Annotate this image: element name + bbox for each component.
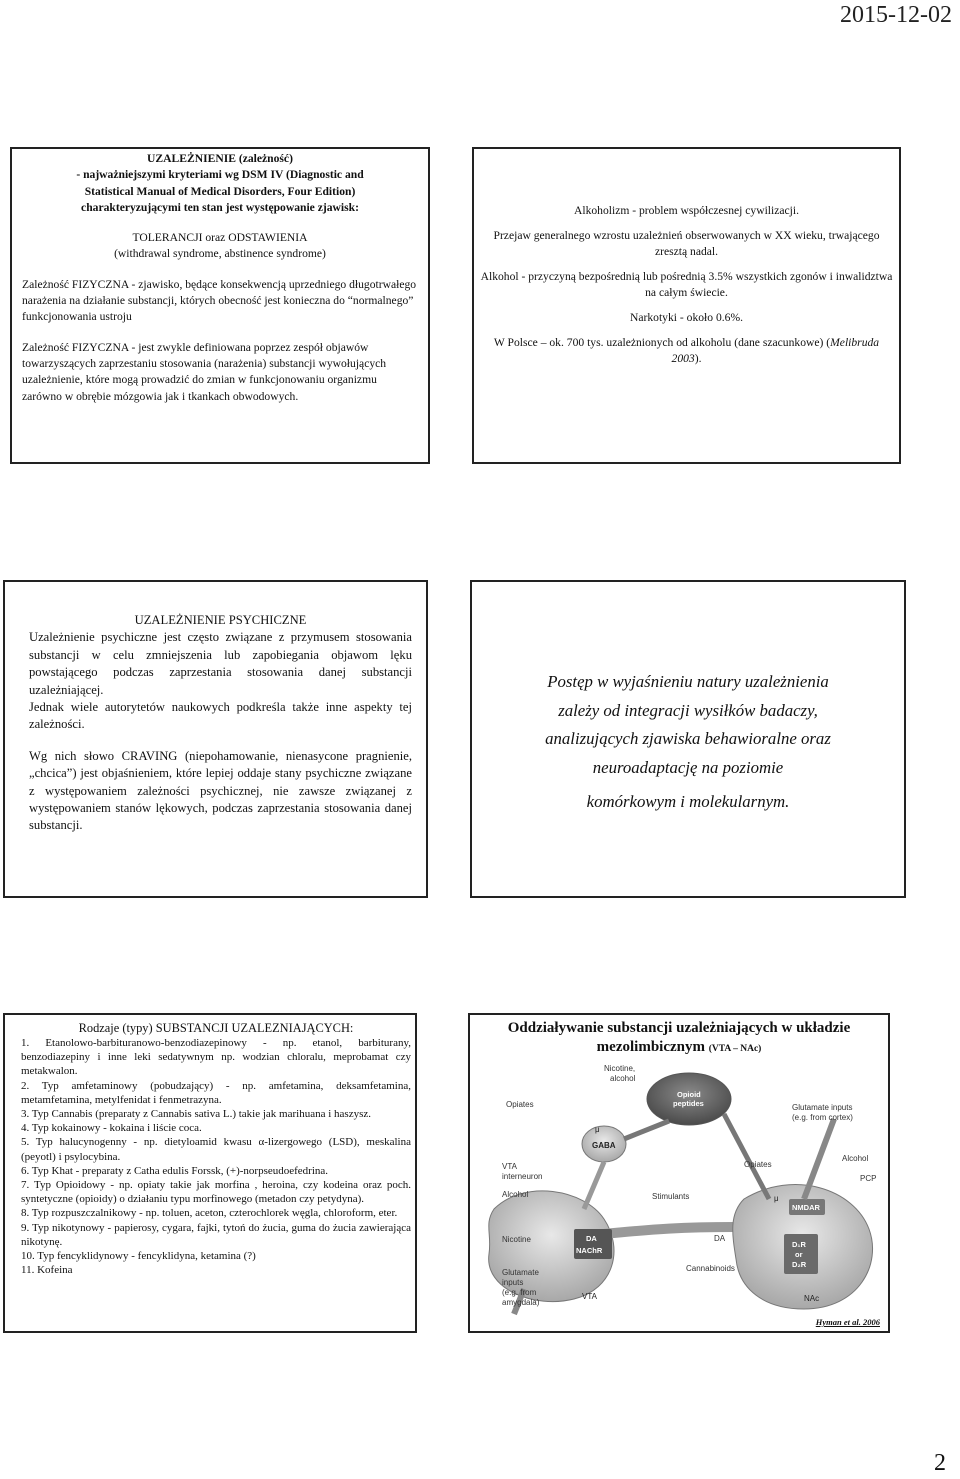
paragraph: Zależność FIZYCZNA - zjawisko, będące konsekwencją uprzedniego długotrwałego narażenia na działanie substancji, których obecność jest konieczna do “normalnego” funkcjonowania ustroju [22, 277, 417, 324]
cortex-input [804, 1119, 834, 1199]
text-line: komórkowym i molekularnym. [586, 792, 790, 811]
label-vta-interneuron: VTA [502, 1162, 517, 1171]
label-glutamate-cortex: Glutamate inputs [792, 1103, 853, 1112]
label-gaba: GABA [592, 1141, 616, 1150]
label-vta-interneuron-2: interneuron [502, 1172, 543, 1181]
slide-title: UZALEŻNIENIE (zależność) [147, 152, 293, 165]
slide-alcoholism [472, 147, 901, 464]
list-item: 10. Typ fencyklidynowy - fencyklidyna, ketamina (?) [21, 1250, 256, 1263]
intro-line: Statistical Manual of Medical Disorders, Four Edition) [84, 184, 356, 198]
label-nac: NAc [804, 1294, 820, 1303]
subtitle: (withdrawal syndrome, abstinence syndrome) [114, 247, 326, 261]
process [624, 1121, 669, 1139]
list-item: 7. Typ Opioidowy - np. opiaty takie jak morfina , heroina, czy kodeina oraz poch. syntetyczne (opioidy) o działaniu typu morfinowego (metadon czy petydyna). [21, 1179, 411, 1206]
slide-mesolimbic-diagram [468, 1013, 890, 1333]
text-line: Przejaw generalnego wzrostu uzależnień obserwowanych w XX wieku, trwającego zresztą nadal. [493, 229, 880, 258]
label-nmdar: NMDAR [792, 1203, 820, 1212]
slide-title: Rodzaje (typy) SUBSTANCJI UZALEZNIAJĄCYCH: [78, 1021, 354, 1035]
paragraph: Jednak wiele autorytetów naukowych podkreśla także inne aspekty tej zależności. [29, 700, 412, 732]
text-line: zależy od integracji wysiłków badaczy, [558, 700, 818, 720]
mesolimbic-diagram [474, 1059, 886, 1323]
label-nachr: NAChR [576, 1246, 603, 1255]
text-line: analizujących zjawiska behawioralne oraz [545, 729, 831, 748]
page-number: 2 [934, 1450, 946, 1476]
list-item: 5. Typ halucynogenny - np. dietyloamid kwasu α-lizergowego (LSD), meskalina (peyotl) i psylocybina. [21, 1136, 411, 1163]
label-da-2: DA [714, 1234, 726, 1243]
text-line: Alkohol - przyczyną bezpośrednią lub pośrednią 3.5% wszystkich zgonów i inwalidztwa na całym świecie. [480, 270, 893, 299]
citation: Melibruda 2003 [671, 336, 880, 365]
title-text: Oddziaływanie substancji uzależniających w układzie mezolimbicznym [507, 1020, 851, 1055]
list-item: 3. Typ Cannabis (preparaty z Cannabis sativa L.) takie jak marihuana i haszysz. [21, 1108, 371, 1121]
list-item: 2. Typ amfetaminowy (pobudzający) - np. amfetamina, deksamfetamina, metamfetamina, metylfenidat i fenmetrazyna. [21, 1079, 411, 1106]
label-da: DA [586, 1234, 597, 1243]
label-d2r: D₂R [792, 1260, 807, 1269]
intro-line: - najważniejszymi kryteriami wg DSM IV (Diagnostic and [76, 168, 364, 182]
label-cannabinoids: Cannabinoids [686, 1264, 735, 1273]
text-line: Narkotyki - około 0.6%. [629, 311, 744, 324]
label-d1r: D₁R [792, 1240, 806, 1249]
label-pcp: PCP [860, 1174, 877, 1183]
paragraph: Uzależnienie psychiczne jest często związane z przymusem stosowania substancji w celu zmniejszenia lub zapobiegania objawom lęku powstającego podczas zaprzestania stosowania danej substancji uzależniającej. [29, 630, 412, 697]
label-nicotine: Nicotine, [604, 1064, 636, 1073]
intro-line: charakteryzującymi ten stan jest występowanie zjawisk: [81, 200, 359, 214]
label-nicotine-2: Nicotine [502, 1235, 531, 1244]
text-fragment: W Polsce – ok. 700 tys. uzależnionych od alkoholu (dane szacunkowe) ( [493, 336, 831, 349]
paragraph: Wg nich słowo CRAVING (niepohamowanie, nienasycone pragnienie, „chcica”) jest objaśnieniem, które lepiej oddaje stany psychiczne związane z występowaniem zależności psychicznej, nie zawsze związanej z występowaniem stanów lękowych, podczas zaprzestania stosowania danej substancji. [29, 748, 412, 833]
text-line: Postęp w wyjaśnieniu natury uzależnienia [547, 672, 829, 691]
label-peptides: peptides [673, 1099, 704, 1108]
subtitle: TOLERANCJI oraz ODSTAWIENIA [132, 231, 308, 245]
list-item: 9. Typ nikotynowy - papierosy, cygara, fajki, tytoń do żucia, guma do żucia zawierająca nikotynę. [21, 1221, 411, 1248]
text-line: Alkoholizm - problem współczesnej cywilizacji. [573, 204, 800, 217]
diagram-credit: Hyman et al. 2006 [815, 1317, 880, 1327]
label-alcohol-left: Alcohol [502, 1190, 529, 1199]
label-glutamate-amygdala-3: (e.g. from [502, 1288, 537, 1297]
slide-psychological-dependence [3, 580, 428, 898]
list-item: 4. Typ kokainowy - kokaina i liście coca. [21, 1122, 202, 1135]
paragraph: Zależność FIZYCZNA - jest zwykle definiowana poprzez zespół objawów towarzyszących zaprzestaniu stosowania (narażenia) substancji wywołujących uzależnienie, które mogą prowadzić do zmian w funkcjonowaniu organizmu zarówno w obrębie mózgowia jak i tkankach obwodowych. [22, 340, 387, 403]
title-small: (VTA – NAc) [708, 1044, 762, 1054]
label-mu-left: μ [595, 1125, 600, 1134]
label-mu-right: μ [774, 1194, 779, 1203]
axon [604, 1227, 734, 1234]
list-item: 8. Typ rozpuszczalnikowy - np. toluen, aceton, czterochlorek węgla, chloroform, eter. [21, 1207, 398, 1220]
slide-title: UZALEŻNIENIE PSYCHICZNE [134, 613, 307, 627]
slide-title [470, 1019, 888, 1059]
list-item: 1. Etanolowo-barbituranowo-benzodiazepinowy - np. etanol, barbiturany, benzodiazepiny i inne leki sedatywnym np. wodzian chloralu, meprobamat czy metakwalon. [21, 1037, 411, 1078]
label-opioid: Opioid [677, 1090, 701, 1099]
list-item: 6. Typ Khat - preparaty z Catha edulis Forssk, (+)-norpseudoefedrina. [21, 1164, 329, 1177]
label-glutamate-cortex-2: (e.g. from cortex) [792, 1113, 853, 1122]
label-opiates-right: Opiates [744, 1160, 772, 1169]
slide-substance-types [3, 1013, 417, 1333]
page-date: 2015-12-02 [840, 2, 952, 28]
slide-research-progress [470, 580, 906, 898]
label-glutamate-amygdala: Glutamate [502, 1268, 539, 1277]
interneuron-process [584, 1162, 604, 1209]
label-glutamate-amygdala-2: inputs [502, 1278, 524, 1287]
label-alcohol-right: Alcohol [842, 1154, 869, 1163]
slide-dependence-definition [10, 147, 430, 464]
text-line [480, 335, 893, 367]
list-item: 11. Kofeina [21, 1264, 73, 1277]
label-opiates-left: Opiates [506, 1100, 534, 1109]
process [724, 1114, 769, 1199]
label-stimulants: Stimulants [652, 1192, 690, 1201]
text-line: neuroadaptację na poziomie [592, 757, 784, 777]
label-vta: VTA [582, 1292, 597, 1301]
label-glutamate-amygdala-4: amygdala) [502, 1298, 540, 1307]
label-or: or [795, 1250, 803, 1259]
text-fragment: ). [694, 352, 702, 365]
label-alcohol: alcohol [610, 1074, 636, 1083]
